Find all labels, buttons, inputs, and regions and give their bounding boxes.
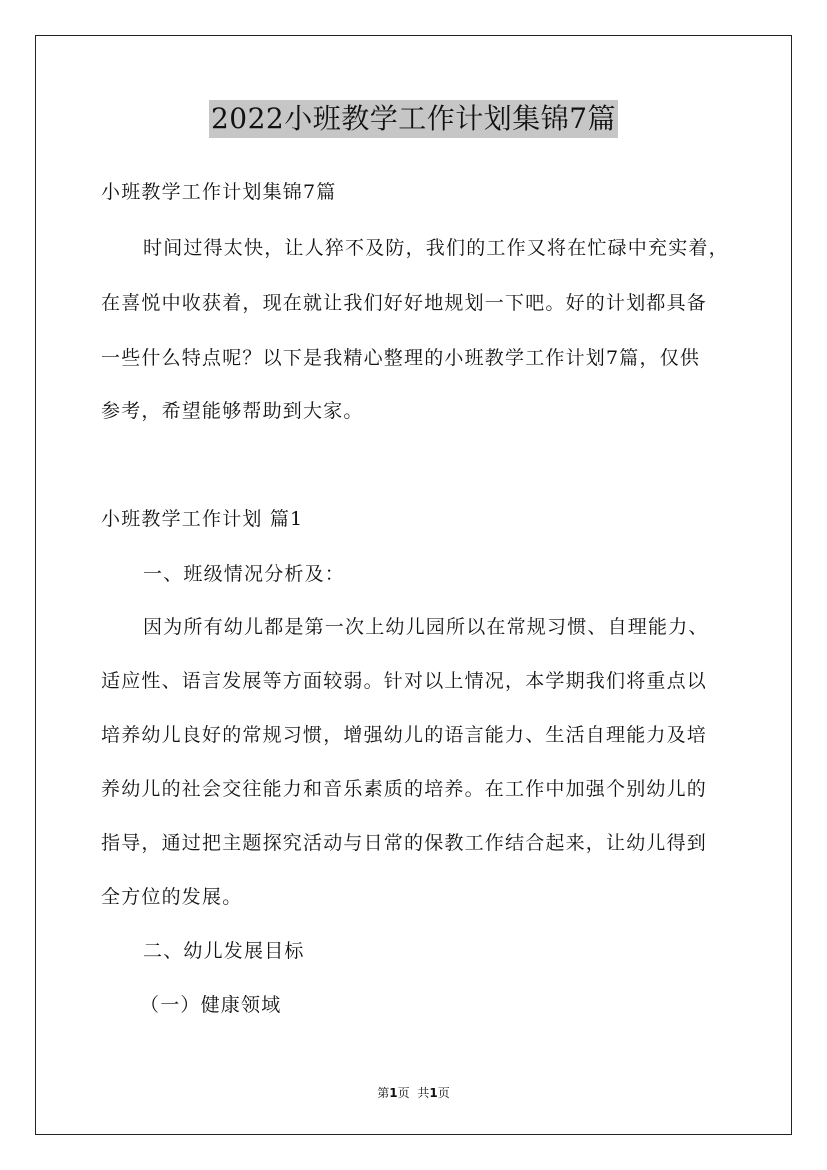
intro-line: 一些什么特点呢？以下是我精心整理的小班教学工作计划7篇，仅供 [101, 347, 701, 369]
footer-page-number: 1 [389, 1086, 398, 1100]
sub-heading: （一）健康领域 [140, 994, 282, 1016]
body-line: 全方位的发展。 [101, 886, 243, 908]
section-heading: 小班教学工作计划 篇1 [101, 508, 304, 530]
body-line: 因为所有幼儿都是第一次上幼儿园所以在常规习惯、自理能力、 [143, 616, 709, 638]
footer-page-prefix: 第 [377, 1086, 390, 1100]
body-line: 养幼儿的社会交往能力和音乐素质的培养。在工作中加强个别幼儿的 [101, 778, 708, 800]
body-line: 适应性、语言发展等方面较弱。针对以上情况，本学期我们将重点以 [101, 670, 708, 692]
footer-total-number: 1 [429, 1086, 438, 1100]
footer-page-suffix: 页 [397, 1086, 410, 1100]
title-container [0, 100, 827, 138]
footer-total-prefix: 共 [417, 1086, 430, 1100]
document-title: 2022小班教学工作计划集锦7篇 [209, 100, 618, 138]
intro-line: 参考，希望能够帮助到大家。 [101, 400, 364, 422]
footer-total-suffix: 页 [437, 1086, 450, 1100]
document-subtitle: 小班教学工作计划集锦7篇 [101, 181, 337, 203]
body-line: 培养幼儿良好的常规习惯，增强幼儿的语言能力、生活自理能力及培 [101, 724, 708, 746]
item-two-heading: 二、幼儿发展目标 [143, 940, 305, 962]
page-footer [0, 1085, 827, 1101]
item-one-heading: 一、班级情况分析及： [143, 563, 346, 585]
intro-line: 时间过得太快，让人猝不及防，我们的工作又将在忙碌中充实着， [143, 237, 729, 259]
intro-line: 在喜悦中收获着，现在就让我们好好地规划一下吧。好的计划都具备 [101, 292, 708, 314]
body-line: 指导，通过把主题探究活动与日常的保教工作结合起来，让幼儿得到 [101, 832, 708, 854]
